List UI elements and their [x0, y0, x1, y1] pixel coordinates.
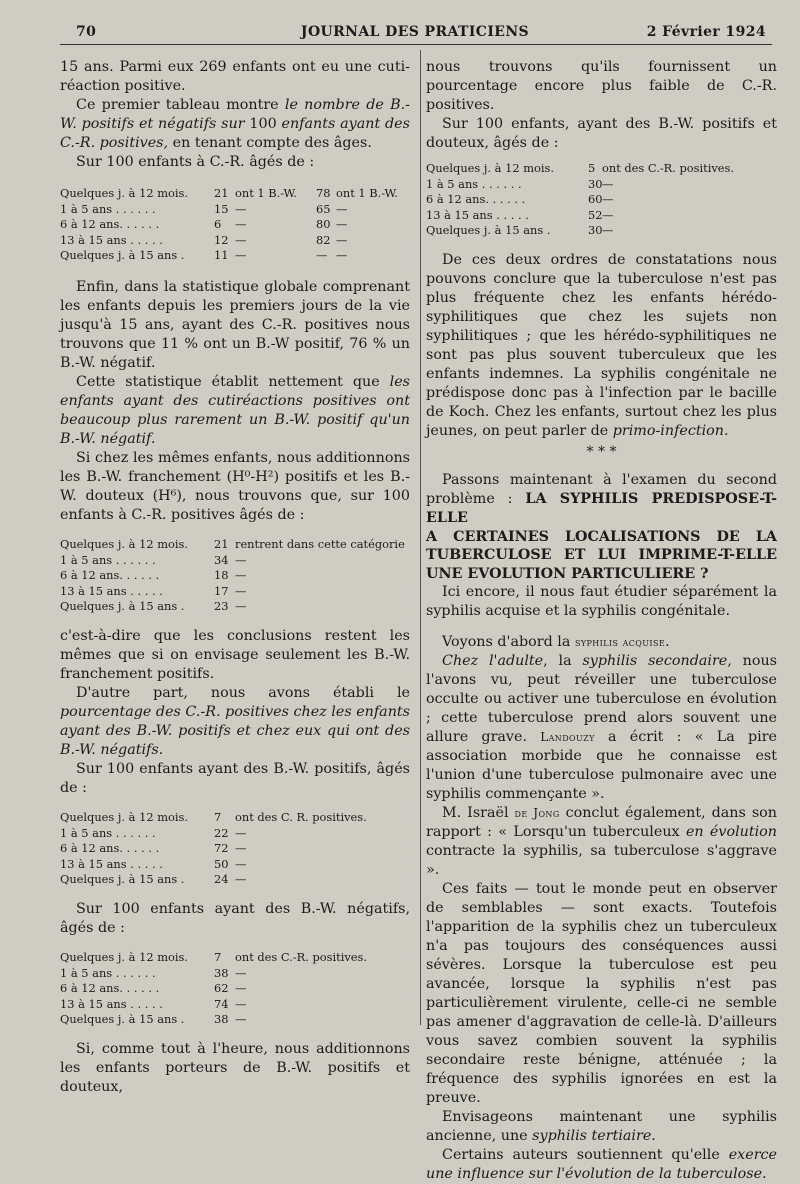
- value-cell: 17: [214, 583, 229, 598]
- right-column: [426, 58, 777, 1184]
- journal-title: JOURNAL DES PRATICIENS: [300, 24, 530, 40]
- section-heading: TUBERCULOSE ET LUI IMPRIME-T-ELLE: [426, 547, 777, 564]
- paragraph: Si chez les mêmes enfants, nous additionnons les B.-W. franchement (H⁰-H²) positifs et les B.-W. douteux (H⁶), nous trouvons que, sur 100 enfants à C.-R. positives âgés de :: [60, 449, 410, 523]
- age-range-cell: 13 à 15 ans . . . . .: [60, 583, 163, 598]
- paragraph: Chez l'adulte, la syphilis secondaire, nous l'avons vu, peut réveiller une tuberculose occulte ou activer une tuberculose en évolution ; cette tuberculose prend alors souvent une allure grave. Landouzy a écrit : « La pire association morbide que he connaisse est l'union d'une tuberculose pulmonaire avec une syphilis commençante ».: [426, 653, 778, 803]
- page-header: [60, 24, 770, 44]
- age-range-cell: 6 à 12 ans. . . . . .: [60, 981, 160, 996]
- table-row: [60, 537, 410, 553]
- age-range-cell: 13 à 15 ans . . . . .: [60, 232, 163, 247]
- value-cell: —: [235, 583, 247, 598]
- value-cell: 60: [588, 192, 603, 207]
- value-cell: ont 1 B.-W.: [336, 186, 398, 200]
- value-cell: —: [235, 248, 247, 263]
- value-cell: —: [602, 207, 614, 222]
- table-row: [60, 826, 410, 842]
- value-cell: —: [235, 825, 247, 840]
- paragraph: Voyons d'abord la syphilis acquise.: [442, 634, 670, 651]
- paragraph: Si, comme tout à l'heure, nous additionnons les enfants porteurs de B.-W. positifs et douteux,: [60, 1040, 410, 1095]
- table-row: [60, 584, 410, 600]
- paragraph: Sur 100 enfants ayant des B.-W. négatifs, âgés de :: [60, 900, 410, 936]
- value-cell: 52: [588, 207, 603, 222]
- paragraph: D'autre part, nous avons établi le pourcentage des C.-R. positives chez les enfants ayant des B.-W. positifs et chez eux qui ont des B.-W. négatifs.: [60, 684, 410, 758]
- table-row: [60, 872, 410, 888]
- age-range-cell: 1 à 5 ans . . . . . .: [60, 965, 156, 980]
- paragraph: Sur 100 enfants à C.-R. âgés de :: [76, 154, 315, 170]
- age-range-cell: 1 à 5 ans . . . . . .: [60, 201, 156, 216]
- age-range-cell: Quelques j. à 12 mois.: [60, 949, 188, 964]
- table-row: [60, 966, 410, 982]
- value-cell: 15: [214, 201, 229, 216]
- value-cell: —: [602, 223, 614, 238]
- table-row: [60, 553, 410, 569]
- table-row: [60, 217, 410, 233]
- column-divider: [420, 50, 421, 1025]
- value-cell: —: [235, 965, 247, 980]
- age-range-cell: Quelques j. à 12 mois.: [426, 161, 554, 175]
- page-number: 70: [76, 24, 97, 40]
- value-cell: —: [336, 201, 348, 216]
- paragraph: Ce premier tableau montre le nombre de B.-W. positifs et négatifs sur 100 enfants ayant des C.-R. positives, en tenant compte des âges.: [60, 97, 410, 151]
- age-range-cell: Quelques j. à 12 mois.: [60, 186, 188, 200]
- paragraph: Sur 100 enfants, ayant des B.-W. positifs et douteux, âgés de :: [426, 116, 777, 151]
- value-cell: rentrent dans cette catégorie: [235, 536, 405, 551]
- value-cell: —: [336, 232, 348, 247]
- paragraph: 15 ans. Parmi eux 269 enfants ont eu une cuti-réaction positive.: [60, 59, 410, 94]
- value-cell: 34: [214, 552, 229, 567]
- value-cell: —: [336, 217, 348, 232]
- value-cell: 23: [214, 599, 229, 614]
- value-cell: 38: [214, 1012, 229, 1027]
- paragraph: nous trouvons qu'ils fournissent un pourcentage encore plus faible de C.-R. positives.: [426, 59, 777, 113]
- table-row: [60, 841, 410, 857]
- value-cell: 21: [214, 536, 229, 551]
- table-row: [60, 981, 410, 997]
- value-cell: 11: [214, 248, 229, 263]
- value-cell: 72: [214, 841, 229, 856]
- value-cell: —: [235, 232, 247, 247]
- value-cell: —: [235, 201, 247, 216]
- value-cell: 18: [214, 568, 229, 583]
- value-cell: 5: [588, 161, 596, 175]
- paragraph: Certains auteurs soutiennent qu'elle exerce une influence sur l'évolution de la tuberculose.: [426, 1147, 777, 1183]
- section-separator: * * *: [586, 443, 617, 460]
- paragraph: M. Israël de Jong conclut également, dans son rapport : « Lorsqu'un tuberculeux en évolution contracte la syphilis, sa tuberculose s'aggrave ».: [426, 805, 777, 879]
- stats-table: [60, 810, 410, 888]
- value-cell: 7: [214, 809, 222, 824]
- paragraph: Sur 100 enfants ayant des B.-W. positifs, âgés de :: [60, 760, 410, 796]
- value-cell: 21: [214, 186, 229, 200]
- table-row: [60, 950, 410, 966]
- age-range-cell: 13 à 15 ans . . . . .: [60, 996, 163, 1011]
- table-row: [426, 223, 777, 239]
- value-cell: —: [235, 552, 247, 567]
- table-row: [60, 186, 410, 202]
- age-range-cell: Quelques j. à 15 ans .: [60, 248, 185, 263]
- value-cell: ont des C.-R. positives.: [602, 161, 734, 175]
- value-cell: —: [235, 841, 247, 856]
- value-cell: 12: [214, 232, 229, 247]
- value-cell: —: [235, 981, 247, 996]
- table-row: [426, 208, 777, 224]
- value-cell: 24: [214, 872, 229, 887]
- left-column: [60, 58, 410, 1097]
- value-cell: —: [235, 872, 247, 887]
- paragraph: Ces faits — tout le monde peut en observer de semblables — sont exacts. Toutefois l'apparition de la syphilis chez un tuberculeux n'a pas toujours des conséquences aussi sévères. Lorsque la tuberculose est peu avancée, lorsque la syphilis n'est pas particulièrement virulente, celle-ci ne semble pas amener d'aggravation de celle-là. D'ailleurs vous savez combien souvent la syphilis secondaire reste bénigne, atténuée ; la fréquence des syphilis ignorées en est la preuve.: [426, 881, 777, 1107]
- value-cell: —: [602, 192, 614, 207]
- issue-date: 2 Février 1924: [646, 24, 766, 40]
- value-cell: 22: [214, 825, 229, 840]
- table-row: [60, 857, 410, 873]
- paragraph: De ces deux ordres de constatations nous pouvons conclure que la tuberculose n'est pas plus fréquente chez les enfants hérédo-syphilitiques que chez les sujets non syphilitiques ; que les hérédo-syphilitiques ne sont pas plus souvent tuberculeux que les enfants indemnes. La syphilis congénitale ne prédispose donc pas à l'infection par le bacille de Koch. Chez les enfants, surtout chez les plus jeunes, on peut parler de primo-infection.: [426, 251, 777, 439]
- stats-table: [60, 537, 410, 615]
- value-cell: ont des C. R. positives.: [235, 809, 367, 824]
- table-row: [60, 1012, 410, 1028]
- value-cell: —: [235, 1012, 247, 1027]
- table-row: [60, 599, 410, 615]
- age-range-cell: Quelques j. à 15 ans .: [60, 872, 185, 887]
- value-cell: 82: [316, 232, 331, 247]
- value-cell: —: [235, 996, 247, 1011]
- table-row: [426, 161, 777, 177]
- paragraph: Ici encore, il nous faut étudier séparément la syphilis acquise et la syphilis congénitale.: [426, 584, 777, 620]
- section-heading: UNE EVOLUTION PARTICULIERE ?: [426, 565, 709, 582]
- age-range-cell: 13 à 15 ans . . . . .: [60, 856, 163, 871]
- value-cell: 30: [588, 223, 603, 238]
- age-range-cell: 1 à 5 ans . . . . . .: [426, 176, 522, 191]
- table-row: [60, 248, 410, 264]
- stats-table: [60, 186, 410, 264]
- value-cell: 65: [316, 201, 331, 216]
- value-cell: —: [235, 568, 247, 583]
- value-cell: ont 1 B.-W.: [235, 186, 297, 200]
- value-cell: 74: [214, 996, 229, 1011]
- paragraph: c'est-à-dire que les conclusions restent les mêmes que si on envisage seulement les B.-W. franchement positifs.: [60, 627, 410, 682]
- age-range-cell: Quelques j. à 15 ans .: [426, 223, 551, 238]
- value-cell: —: [602, 176, 614, 191]
- age-range-cell: 13 à 15 ans . . . . .: [426, 207, 529, 222]
- value-cell: —: [336, 248, 348, 263]
- value-cell: —: [235, 599, 247, 614]
- age-range-cell: 6 à 12 ans. . . . . .: [426, 192, 526, 207]
- table-row: [60, 568, 410, 584]
- header-rule: [60, 44, 772, 45]
- value-cell: ont des C.-R. positives.: [235, 949, 367, 964]
- value-cell: 80: [316, 217, 331, 232]
- value-cell: 62: [214, 981, 229, 996]
- paragraph: Enfin, dans la statistique globale comprenant les enfants depuis les premiers jours de la vie jusqu'à 15 ans, ayant des C.-R. positives nous trouvons que 11 % ont un B.-W positif, 76 % un B.-W. négatif.: [60, 278, 410, 371]
- age-range-cell: 1 à 5 ans . . . . . .: [60, 825, 156, 840]
- table-row: [60, 810, 410, 826]
- age-range-cell: 1 à 5 ans . . . . . .: [60, 552, 156, 567]
- value-cell: 38: [214, 965, 229, 980]
- value-cell: —: [235, 217, 247, 232]
- value-cell: —: [316, 248, 328, 263]
- age-range-cell: 6 à 12 ans. . . . . .: [60, 568, 160, 583]
- table-row: [426, 192, 777, 208]
- age-range-cell: Quelques j. à 12 mois.: [60, 536, 188, 551]
- paragraph: Cette statistique établit nettement que les enfants ayant des cutiréactions positives ont beaucoup plus rarement un B.-W. positif qu'un B.-W. négatif.: [60, 373, 410, 447]
- paragraph: Envisageons maintenant une syphilis ancienne, une syphilis tertiaire.: [426, 1109, 777, 1145]
- table-row: [426, 177, 777, 193]
- table-row: [60, 202, 410, 218]
- value-cell: 30: [588, 176, 603, 191]
- stats-table: [426, 161, 777, 239]
- table-row: [60, 233, 410, 249]
- stats-table: [60, 950, 410, 1028]
- age-range-cell: 6 à 12 ans. . . . . .: [60, 841, 160, 856]
- age-range-cell: Quelques j. à 15 ans .: [60, 1012, 185, 1027]
- value-cell: 50: [214, 856, 229, 871]
- section-heading: A CERTAINES LOCALISATIONS DE LA: [426, 528, 777, 545]
- age-range-cell: Quelques j. à 12 mois.: [60, 809, 188, 824]
- table-row: [60, 997, 410, 1013]
- value-cell: 78: [316, 186, 331, 200]
- value-cell: —: [235, 856, 247, 871]
- value-cell: 6: [214, 217, 222, 232]
- value-cell: 7: [214, 949, 222, 964]
- paragraph: Passons maintenant à l'examen du second problème : LA SYPHILIS PREDISPOSE-T-ELLE: [426, 471, 777, 526]
- age-range-cell: 6 à 12 ans. . . . . .: [60, 217, 160, 232]
- age-range-cell: Quelques j. à 15 ans .: [60, 599, 185, 614]
